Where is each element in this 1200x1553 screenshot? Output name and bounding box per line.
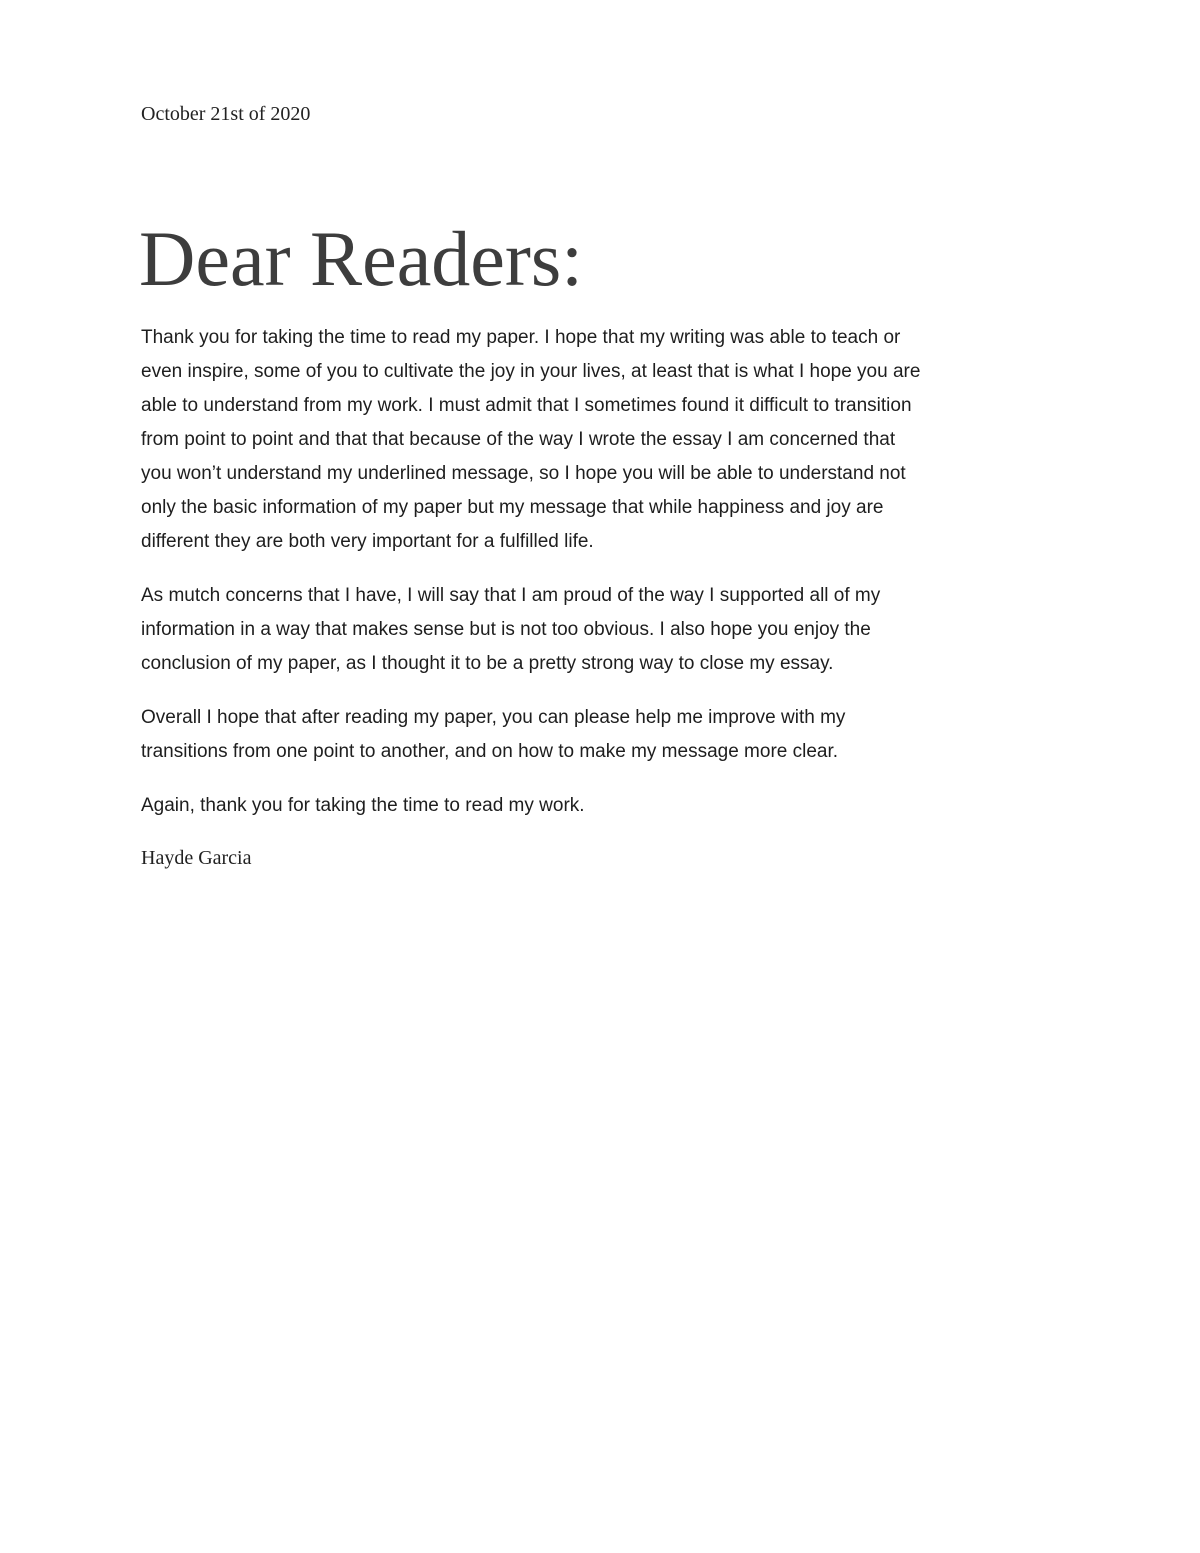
paragraph-4 [141,789,1076,823]
paragraph-line: even inspire, some of you to cultivate the joy in your lives, at least that is what I hope you are [141,361,921,382]
paragraph-line: only the basic information of my paper but my message that while happiness and joy are [141,497,884,518]
paragraph-line: information in a way that makes sense but is not too obvious. I also hope you enjoy the [141,619,871,640]
paragraph-line: As mutch concerns that I have, I will say that I am proud of the way I supported all of my [141,585,881,606]
paragraph-2 [141,579,1076,681]
paragraph-line: Thank you for taking the time to read my paper. I hope that my writing was able to teach or [141,327,901,348]
paragraph-line: able to understand from my work. I must admit that I sometimes found it difficult to transition [141,395,912,416]
paragraph-line: transitions from one point to another, and on how to make my message more clear. [141,741,839,762]
letter-signature: Hayde Garcia [141,847,252,869]
paragraph-line: Overall I hope that after reading my paper, you can please help me improve with my [141,707,846,728]
paragraph-line: Again, thank you for taking the time to read my work. [141,795,585,816]
letter-salutation: Dear Readers: [139,215,583,302]
paragraph-line: different they are both very important for a fulfilled life. [141,531,594,552]
letter-body [141,321,1076,843]
letter-date: October 21st of 2020 [141,103,311,125]
paragraph-line: from point to point and that that because of the way I wrote the essay I am concerned that [141,429,896,450]
paragraph-1 [141,321,1076,559]
paragraph-line: conclusion of my paper, as I thought it to be a pretty strong way to close my essay. [141,653,834,674]
paragraph-3 [141,701,1076,769]
paragraph-line: you won’t understand my underlined message, so I hope you will be able to understand not [141,463,906,484]
